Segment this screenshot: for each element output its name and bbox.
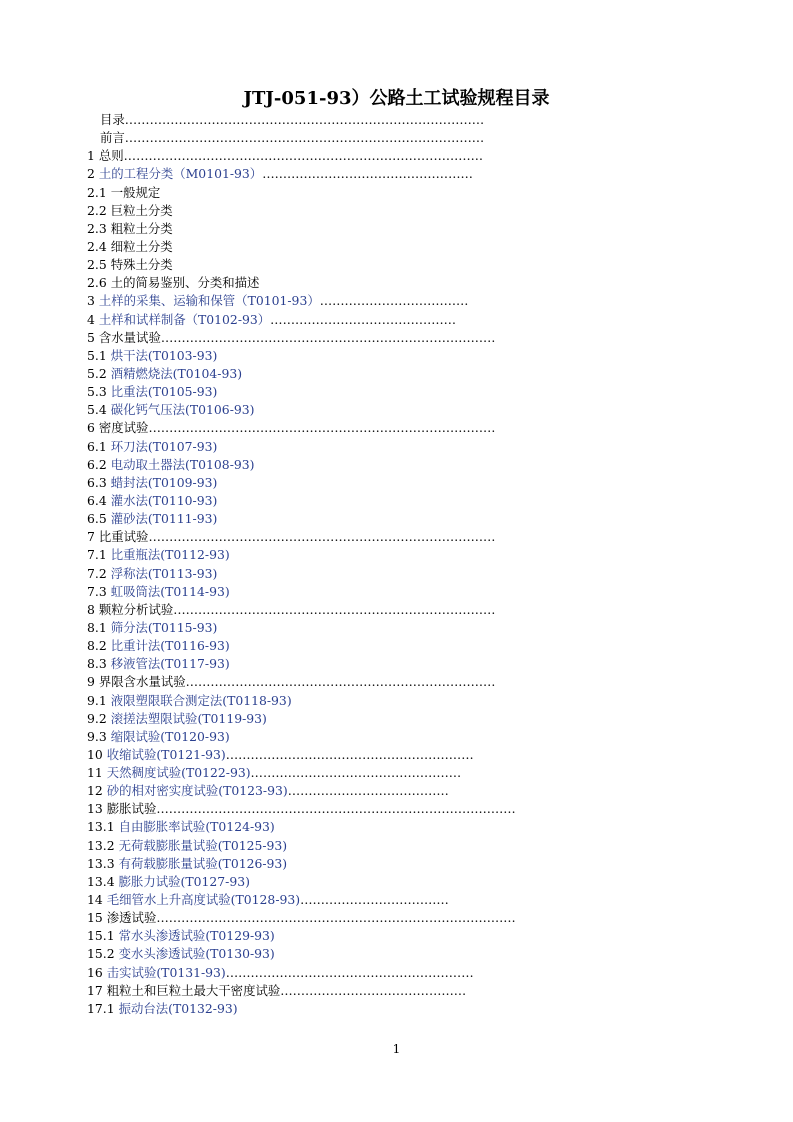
- toc-entry[interactable]: [87, 637, 527, 655]
- toc-entry-label: 膨胀试验: [106, 801, 157, 817]
- toc-entry: [87, 184, 527, 202]
- toc-entry-number: 10: [87, 746, 103, 762]
- toc-entry: [87, 528, 527, 546]
- toc-entry-number: 2.5: [87, 257, 107, 273]
- toc-leader-dots: ………………………………………………………………………: [160, 329, 496, 345]
- toc-entry-link[interactable]: 无荷载膨胀量试验(T0125-93): [118, 837, 288, 853]
- toc-entry[interactable]: [87, 692, 527, 710]
- toc-leader-dots: ……………………………………………………: [225, 746, 474, 762]
- toc-entry-link[interactable]: 环刀法(T0107-93): [110, 438, 218, 454]
- toc-entry-link[interactable]: 土的工程分类（M0101-93）: [98, 166, 263, 182]
- toc-entry[interactable]: [87, 945, 527, 963]
- toc-leader-dots: …………………………………………………………………………: [148, 529, 496, 545]
- toc-entry-number: 7: [87, 529, 95, 545]
- toc-entry-number: 2.6: [87, 275, 107, 291]
- toc-entry-number: 9.1: [87, 692, 107, 708]
- toc-entry-number: 5.2: [87, 365, 107, 381]
- toc-entry-number: 14: [87, 892, 103, 908]
- toc-entry[interactable]: [87, 456, 527, 474]
- toc-leader-dots: ……………………………………………………………………………: [156, 910, 516, 926]
- toc-entry[interactable]: [87, 818, 527, 836]
- toc-entry[interactable]: [87, 474, 527, 492]
- toc-entry-number: 6.4: [87, 492, 107, 508]
- toc-entry[interactable]: [87, 855, 527, 873]
- toc-entry-link[interactable]: 灌砂法(T0111-93): [110, 511, 218, 527]
- toc-entry[interactable]: [87, 927, 527, 945]
- toc-entry-number: 2.1: [87, 184, 107, 200]
- toc-entry-number: 17.1: [87, 1000, 115, 1016]
- toc-entry-number: 7.3: [87, 583, 107, 599]
- toc-entry-link[interactable]: 液限塑限联合测定法(T0118-93): [110, 692, 292, 708]
- toc-entry-number: 2.4: [87, 238, 107, 254]
- toc-entry-number: 9: [87, 674, 95, 690]
- toc-leader-dots: ……………………………………………………………………: [173, 601, 496, 617]
- toc-entry: [87, 147, 527, 165]
- toc-leader-dots: ……………………………………………………………………………: [156, 801, 516, 817]
- toc-entry[interactable]: [87, 510, 527, 528]
- toc-entry-label: 颗粒分析试验: [98, 601, 174, 617]
- toc-entry[interactable]: [87, 764, 527, 782]
- toc-entry[interactable]: [87, 292, 527, 310]
- toc-entry-link[interactable]: 常水头渗透试验(T0129-93): [118, 928, 275, 944]
- page-title: JTJ-051-93）公路土工试验规程目录: [243, 88, 550, 109]
- toc-entry-link[interactable]: 振动台法(T0132-93): [118, 1000, 238, 1016]
- toc-entry-link[interactable]: 虹吸筒法(T0114-93): [110, 583, 230, 599]
- toc-entry[interactable]: [87, 710, 527, 728]
- toc-entry-number: 2: [87, 166, 95, 182]
- toc-entry-label: 渗透试验: [106, 910, 157, 926]
- toc-entry: [87, 256, 527, 274]
- toc-entry-number: 6.5: [87, 511, 107, 527]
- toc-entry-link[interactable]: 变水头渗透试验(T0130-93): [118, 946, 275, 962]
- toc-entry-number: 13.4: [87, 873, 115, 889]
- toc-entry[interactable]: [87, 565, 527, 583]
- toc-entry[interactable]: [87, 619, 527, 637]
- toc-entry[interactable]: [87, 964, 527, 982]
- toc-entry[interactable]: [87, 401, 527, 419]
- toc-entry-link[interactable]: 滚搓法塑限试验(T0119-93): [110, 710, 267, 726]
- toc-entry-number: 7.1: [87, 547, 107, 563]
- toc-entry-link[interactable]: 缩限试验(T0120-93): [110, 728, 230, 744]
- toc-entry-number: 17: [87, 982, 103, 998]
- toc-entry[interactable]: [87, 438, 527, 456]
- table-of-contents: [87, 111, 527, 1018]
- toc-entry[interactable]: [87, 1000, 527, 1018]
- toc-entry-link[interactable]: 蜡封法(T0109-93): [110, 474, 218, 490]
- toc-entry-label: 细粒土分类: [110, 238, 173, 254]
- toc-entry-link[interactable]: 灌水法(T0110-93): [110, 492, 218, 508]
- toc-entry-number: 13: [87, 801, 103, 817]
- toc-entry[interactable]: [87, 383, 527, 401]
- toc-entry-link[interactable]: 天然稠度试验(T0122-93): [106, 765, 251, 781]
- toc-entry-link[interactable]: 比重计法(T0116-93): [110, 638, 230, 654]
- toc-entry-number: 16: [87, 964, 103, 980]
- toc-leader-dots: ………………………………………: [270, 311, 457, 327]
- toc-entry-number: 13.3: [87, 855, 115, 871]
- toc-leader-dots: ………………………………: [319, 293, 469, 309]
- toc-entry: [87, 419, 527, 437]
- toc-entry[interactable]: [87, 492, 527, 510]
- toc-entry-link[interactable]: 烘干法(T0103-93): [110, 347, 218, 363]
- toc-entry-link[interactable]: 击实试验(T0131-93): [106, 964, 226, 980]
- toc-entry-link[interactable]: 酒精燃烧法(T0104-93): [110, 365, 243, 381]
- toc-entry-link[interactable]: 比重瓶法(T0112-93): [110, 547, 230, 563]
- toc-entry-number: 5.1: [87, 347, 107, 363]
- toc-entry-label: 前言: [100, 130, 125, 146]
- toc-entry: [87, 202, 527, 220]
- toc-entry: [87, 800, 527, 818]
- toc-entry-link[interactable]: 砂的相对密实度试验(T0123-93): [106, 783, 288, 799]
- toc-entry-number: 5: [87, 329, 95, 345]
- toc-leader-dots: …………………………………………………………………: [185, 674, 496, 690]
- toc-entry-number: 7.2: [87, 565, 107, 581]
- toc-entry-link[interactable]: 电动取土器法(T0108-93): [110, 456, 255, 472]
- toc-entry-number: 8.1: [87, 619, 107, 635]
- toc-leader-dots: ……………………………………………: [250, 765, 462, 781]
- toc-entry-number: 15: [87, 910, 103, 926]
- toc-entry-label: 粗粒土和巨粒土最大干密度试验: [106, 982, 281, 998]
- toc-entry-number: 13.1: [87, 819, 115, 835]
- toc-leader-dots: ………………………………: [300, 892, 449, 908]
- toc-entry-number: 13.2: [87, 837, 115, 853]
- toc-entry-number: 11: [87, 765, 103, 781]
- toc-entry[interactable]: [87, 546, 527, 564]
- toc-entry[interactable]: [87, 311, 527, 329]
- toc-entry-link[interactable]: 毛细管水上升高度试验(T0128-93): [106, 892, 301, 908]
- toc-entry-number: 2.3: [87, 220, 107, 236]
- toc-entry-link[interactable]: 土样和试样制备（T0102-93）: [98, 311, 271, 327]
- toc-entry: [87, 220, 527, 238]
- toc-entry-link[interactable]: 碳化钙气压法(T0106-93): [110, 402, 255, 418]
- toc-entry-label: 含水量试验: [98, 329, 161, 345]
- toc-entry[interactable]: [87, 165, 527, 183]
- toc-entry-number: 6.2: [87, 456, 107, 472]
- toc-entry-number: 9.3: [87, 728, 107, 744]
- toc-entry-label: 粗粒土分类: [110, 220, 173, 236]
- toc-entry[interactable]: [87, 347, 527, 365]
- toc-entry-number: 6.3: [87, 474, 107, 490]
- toc-entry[interactable]: [87, 782, 527, 800]
- toc-entry-link[interactable]: 土样的采集、运输和保管（T0101-93）: [98, 293, 320, 309]
- toc-leader-dots: …………………………………………………………………………: [148, 420, 496, 436]
- toc-entry-number: 3: [87, 293, 95, 309]
- toc-entry-number: 4: [87, 311, 95, 327]
- toc-leader-dots: ……………………………………………………………………………: [124, 112, 485, 127]
- toc-entry-label: 土的简易鉴别、分类和描述: [110, 275, 260, 291]
- toc-entry-label: 目录: [100, 112, 125, 127]
- toc-leader-dots: ………………………………………: [280, 982, 467, 998]
- toc-leader-dots: ……………………………………………………: [225, 964, 474, 980]
- toc-entry-label: 一般规定: [110, 184, 161, 200]
- toc-entry[interactable]: [87, 365, 527, 383]
- toc-entry-link[interactable]: 比重法(T0105-93): [110, 384, 218, 400]
- toc-leader-dots: ……………………………………………: [262, 166, 473, 182]
- toc-entry-number: 6: [87, 420, 95, 436]
- toc-entry-link[interactable]: 有荷载膨胀量试验(T0126-93): [118, 855, 288, 871]
- toc-entry-number: 8.3: [87, 656, 107, 672]
- toc-entry: [87, 111, 527, 129]
- toc-entry-number: 5.3: [87, 384, 107, 400]
- toc-entry-link[interactable]: 膨胀力试验(T0127-93): [118, 873, 250, 889]
- toc-entry-label: 比重试验: [98, 529, 149, 545]
- toc-entry[interactable]: [87, 728, 527, 746]
- toc-leader-dots: …………………………………: [287, 783, 449, 799]
- toc-entry[interactable]: [87, 583, 527, 601]
- toc-entry[interactable]: [87, 873, 527, 891]
- toc-entry[interactable]: [87, 655, 527, 673]
- toc-entry-number: 15.1: [87, 928, 115, 944]
- toc-entry: [87, 274, 527, 292]
- toc-entry-link[interactable]: 收缩试验(T0121-93): [106, 746, 226, 762]
- toc-entry[interactable]: [87, 891, 527, 909]
- toc-entry-label: 密度试验: [98, 420, 149, 436]
- toc-entry-link[interactable]: 移液管法(T0117-93): [110, 656, 230, 672]
- toc-entry: [87, 601, 527, 619]
- toc-entry-label: 界限含水量试验: [98, 674, 186, 690]
- toc-entry[interactable]: [87, 837, 527, 855]
- toc-entry-number: 6.1: [87, 438, 107, 454]
- toc-entry[interactable]: [87, 746, 527, 764]
- toc-entry: [87, 329, 527, 347]
- toc-entry-number: 12: [87, 783, 103, 799]
- toc-entry-number: 8: [87, 601, 95, 617]
- toc-entry-label: 总则: [98, 148, 124, 164]
- toc-entry-link[interactable]: 自由膨胀率试验(T0124-93): [118, 819, 275, 835]
- toc-entry-number: 15.2: [87, 946, 115, 962]
- toc-entry-number: 2.2: [87, 202, 107, 218]
- toc-entry-label: 巨粒土分类: [110, 202, 173, 218]
- page-number: 1: [392, 1042, 401, 1056]
- toc-entry-number: 9.2: [87, 710, 107, 726]
- toc-entry-number: 5.4: [87, 402, 107, 418]
- toc-entry-link[interactable]: 浮称法(T0113-93): [110, 565, 218, 581]
- toc-entry-link[interactable]: 筛分法(T0115-93): [110, 619, 218, 635]
- toc-entry-number: 1: [87, 148, 95, 164]
- toc-entry: [87, 238, 527, 256]
- toc-entry-label: 特殊土分类: [110, 257, 173, 273]
- toc-entry: [87, 129, 527, 147]
- toc-entry: [87, 909, 527, 927]
- toc-entry: [87, 982, 527, 1000]
- toc-leader-dots: ……………………………………………………………………………: [123, 148, 483, 164]
- toc-entry: [87, 673, 527, 691]
- toc-entry-number: 8.2: [87, 638, 107, 654]
- toc-leader-dots: ……………………………………………………………………………: [124, 130, 485, 146]
